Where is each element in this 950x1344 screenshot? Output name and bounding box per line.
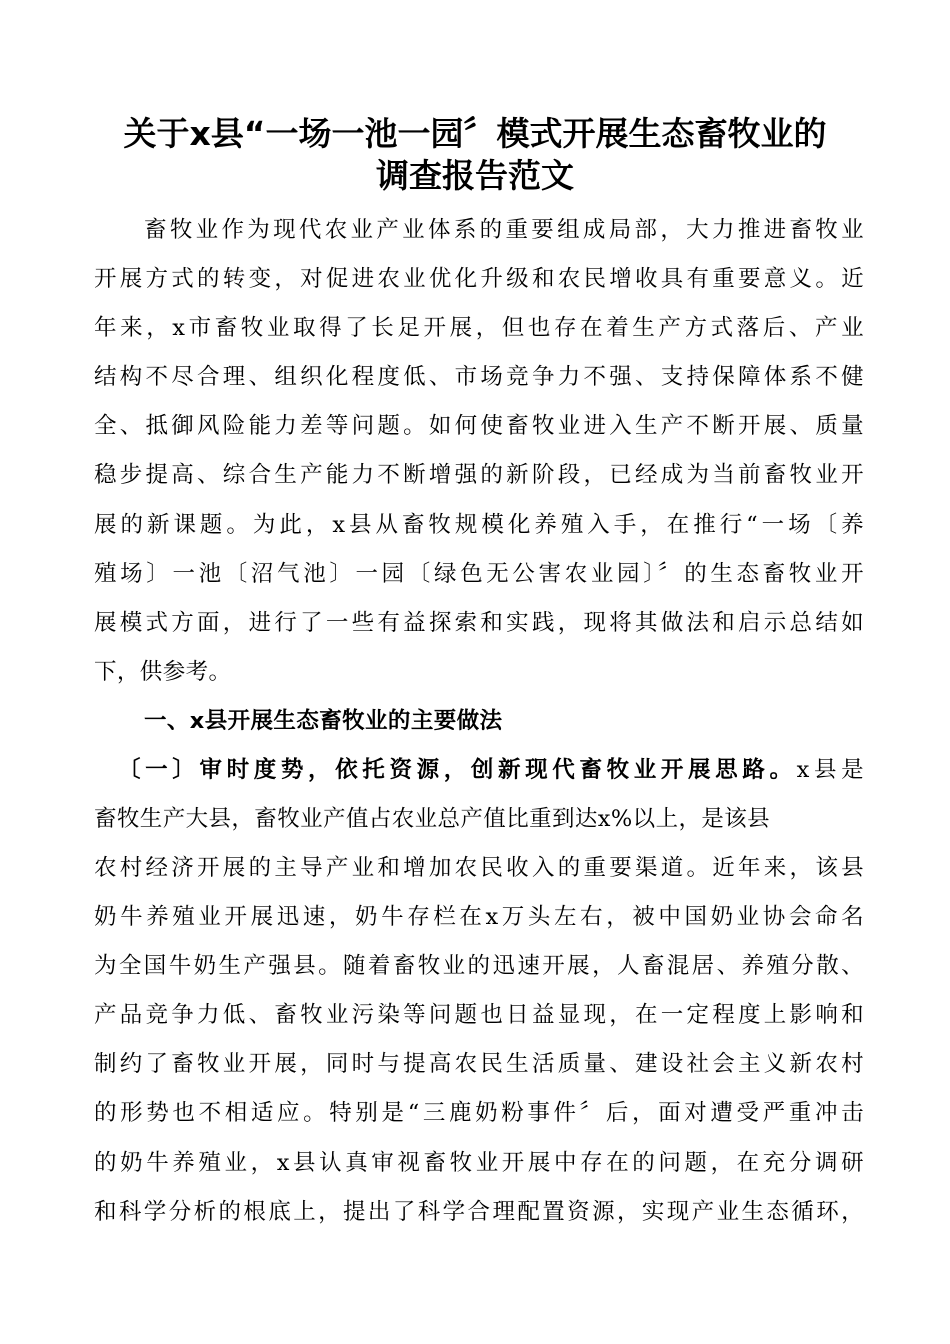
intro-line: 展模式方面，进行了一些有益探索和实践，现将其做法和启示总结如 xyxy=(94,610,864,636)
body-line: 产品竞争力低、畜牧业污染等问题也日益显现，在一定程度上影响和 xyxy=(94,1002,864,1028)
body-line: 和科学分析的根底上，提出了科学合理配置资源，实现产业生态循环， xyxy=(94,1199,864,1225)
body-line: 的奶牛养殖业，x县认真审视畜牧业开展中存在的问题，在充分调研 xyxy=(94,1150,864,1176)
intro-line: 下，供参考。 xyxy=(94,659,232,685)
intro-line: 殖场〕一池〔沼气池〕一园〔绿色无公害农业园〕〞的生态畜牧业开 xyxy=(94,561,864,587)
body-line: 奶牛养殖业开展迅速，奶牛存栏在x万头左右，被中国奶业协会命名 xyxy=(94,904,864,930)
intro-line: 年来，x市畜牧业取得了长足开展，但也存在着生产方式落后、产业 xyxy=(94,315,864,341)
document-title-line-1: 关于x县“一场一池一园〞模式开展生态畜牧业的 xyxy=(123,114,827,153)
intro-line: 全、抵御风险能力差等问题。如何使畜牧业进入生产不断开展、质量 xyxy=(94,413,864,439)
intro-line: 畜牧业作为现代农业产业体系的重要组成局部，大力推进畜牧业 xyxy=(144,217,864,243)
subsection-lead-text: x县是 xyxy=(796,757,864,783)
intro-line: 稳步提高、综合生产能力不断增强的新阶段，已经成为当前畜牧业开 xyxy=(94,462,864,488)
body-line: 的形势也不相适应。特别是“三鹿奶粉事件〞后，面对遭受严重冲击 xyxy=(94,1100,864,1126)
body-line: 农村经济开展的主导产业和增加农民收入的重要渠道。近年来，该县 xyxy=(94,855,864,881)
body-line: 畜牧生产大县，畜牧业产值占农业总产值比重到达x%以上，是该县 xyxy=(94,806,771,832)
subsection-line xyxy=(118,755,864,785)
intro-line: 开展方式的转变，对促进农业优化升级和农民增收具有重要意义。近 xyxy=(94,266,864,292)
body-line: 制约了畜牧业开展，同时与提高农民生活质量、建设社会主义新农村 xyxy=(94,1051,864,1077)
body-line: 为全国牛奶生产强县。随着畜牧业的迅速开展，人畜混居、养殖分散、 xyxy=(94,953,864,979)
section-heading: 一、x县开展生态畜牧业的主要做法 xyxy=(144,708,503,734)
subsection-heading: 〔一〕审时度势，依托资源，创新现代畜牧业开展思路。 xyxy=(118,757,797,783)
intro-line: 展的新课题。为此，x县从畜牧规模化养殖入手，在推行“一场〔养 xyxy=(94,512,864,538)
document-title-line-2: 调查报告范文 xyxy=(376,156,574,195)
intro-line: 结构不尽合理、组织化程度低、市场竞争力不强、支持保障体系不健 xyxy=(94,364,864,390)
